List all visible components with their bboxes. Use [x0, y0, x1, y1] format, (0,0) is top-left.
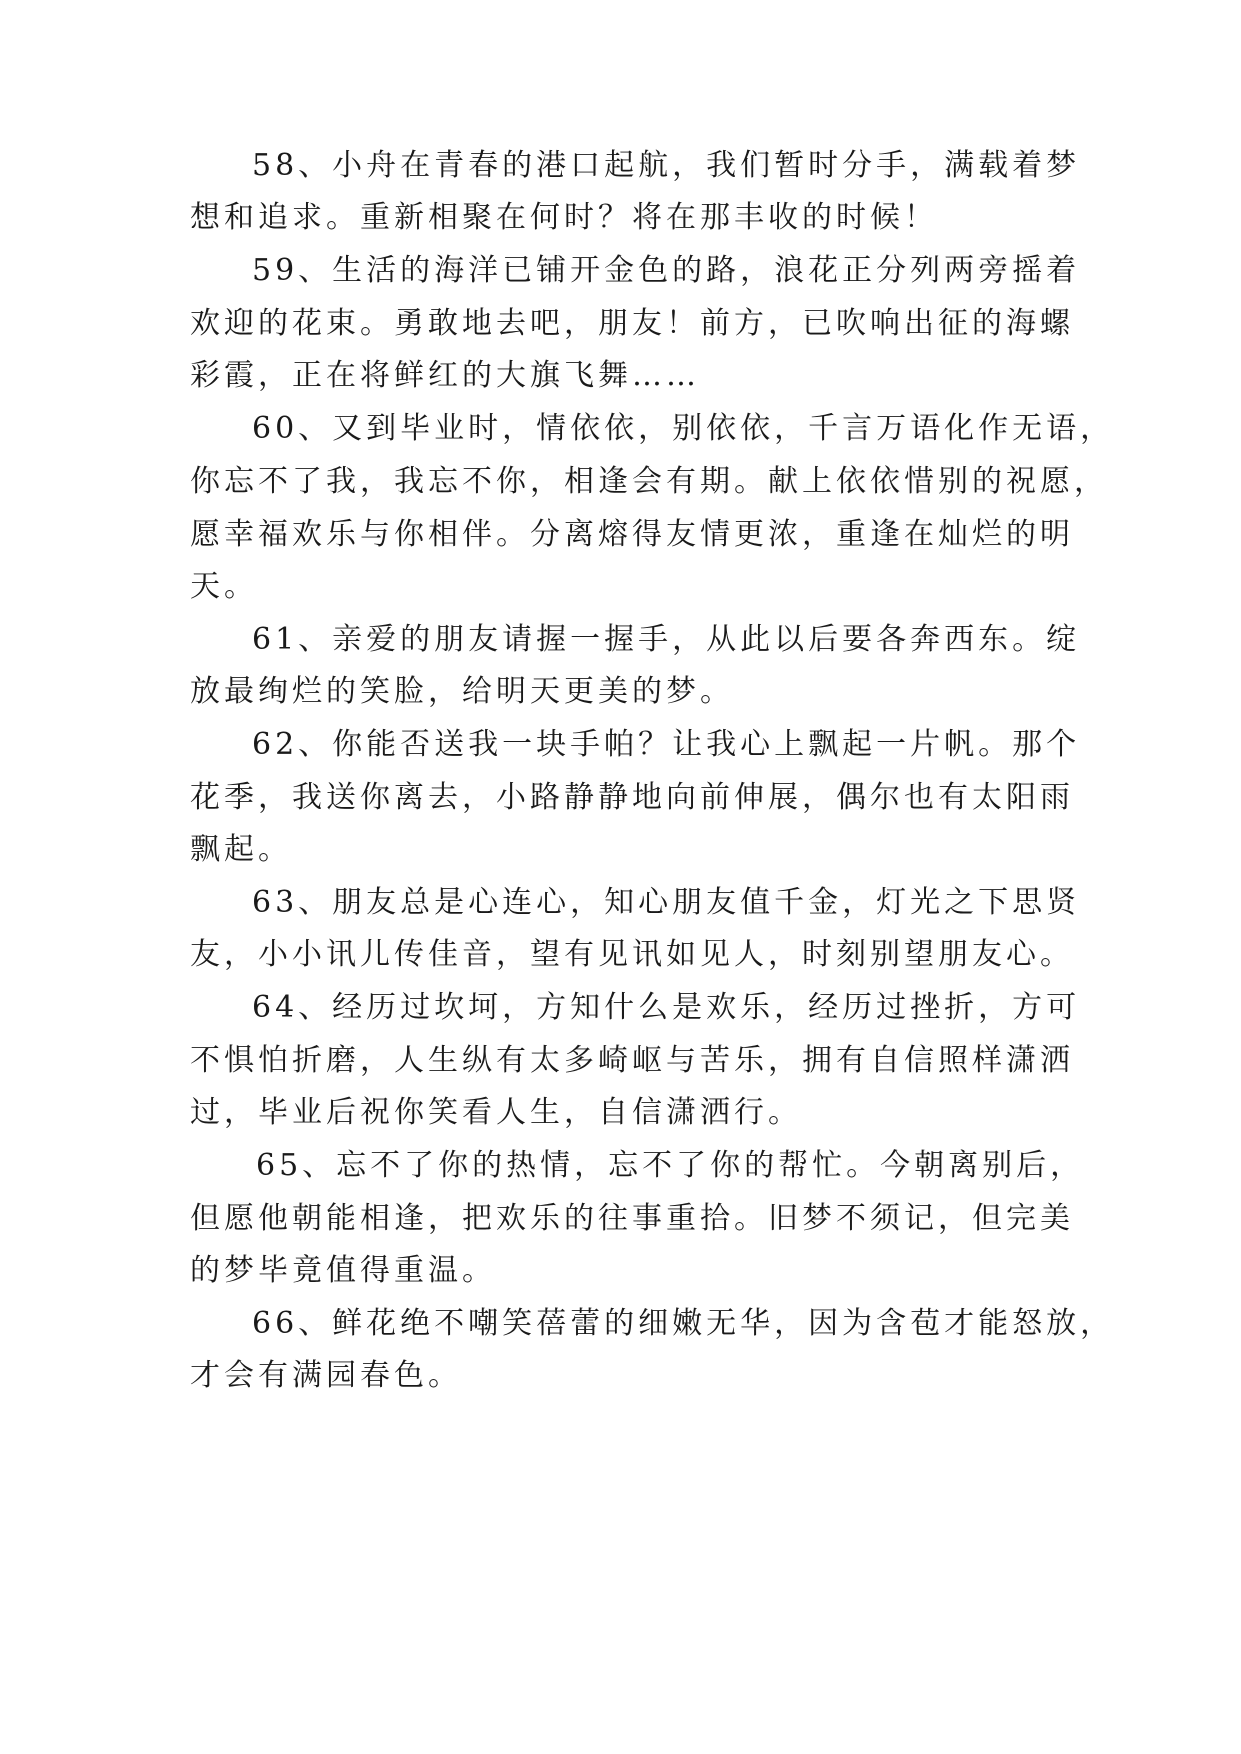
- paragraph-60-line-4: 天。: [190, 569, 258, 604]
- paragraph-65-line-2: 但愿他朝能相逢，把欢乐的往事重拾。旧梦不须记，但完美: [190, 1201, 1074, 1236]
- paragraph-63-line-2: 友，小小讯儿传佳音，望有见讯如见人，时刻别望朋友心。: [190, 937, 1074, 972]
- paragraph-60-line-2: 你忘不了我，我忘不你，相逢会有期。献上依依惜别的祝愿，: [190, 464, 1108, 499]
- paragraph-59-line-2: 欢迎的花束。勇敢地去吧，朋友！前方，已吹响出征的海螺: [190, 306, 1074, 341]
- paragraph-64-line-3: 过，毕业后祝你笑看人生，自信潇洒行。: [190, 1095, 802, 1130]
- paragraph-58-line-2: 想和追求。重新相聚在何时？将在那丰收的时候！: [190, 200, 938, 235]
- paragraph-60-line-1: 60、又到毕业时，情依依，别依依，千言万语化作无语，: [252, 411, 1115, 446]
- paragraph-59-line-1: 59、生活的海洋已铺开金色的路，浪花正分列两旁摇着: [252, 253, 1081, 288]
- paragraph-64-line-2: 不惧怕折磨，人生纵有太多崎岖与苦乐，拥有自信照样潇洒: [190, 1043, 1074, 1078]
- paragraph-62-line-1: 62、你能否送我一块手帕？让我心上飘起一片帆。那个: [252, 727, 1081, 762]
- paragraph-61-line-1: 61、亲爱的朋友请握一握手，从此以后要各奔西东。绽: [252, 622, 1081, 657]
- paragraph-66-line-1: 66、鲜花绝不嘲笑蓓蕾的细嫩无华，因为含苞才能怒放，: [252, 1306, 1115, 1341]
- paragraph-65-line-1: 65、忘不了你的热情，忘不了你的帮忙。今朝离别后，: [256, 1148, 1085, 1183]
- paragraph-60-line-3: 愿幸福欢乐与你相伴。分离熔得友情更浓，重逢在灿烂的明: [190, 517, 1074, 552]
- paragraph-58-line-1: 58、小舟在青春的港口起航，我们暂时分手，满载着梦: [252, 148, 1081, 183]
- paragraph-62-line-3: 飘起。: [190, 832, 292, 867]
- paragraph-63-line-1: 63、朋友总是心连心，知心朋友值千金，灯光之下思贤: [252, 885, 1081, 920]
- paragraph-61-line-2: 放最绚烂的笑脸，给明天更美的梦。: [190, 674, 734, 709]
- paragraph-66-line-2: 才会有满园春色。: [190, 1358, 462, 1393]
- paragraph-62-line-2: 花季，我送你离去，小路静静地向前伸展，偶尔也有太阳雨: [190, 780, 1074, 815]
- paragraph-59-line-3: 彩霞，正在将鲜红的大旗飞舞……: [190, 358, 700, 393]
- paragraph-64-line-1: 64、经历过坎坷，方知什么是欢乐，经历过挫折，方可: [252, 990, 1081, 1025]
- paragraph-65-line-3: 的梦毕竟值得重温。: [190, 1253, 496, 1288]
